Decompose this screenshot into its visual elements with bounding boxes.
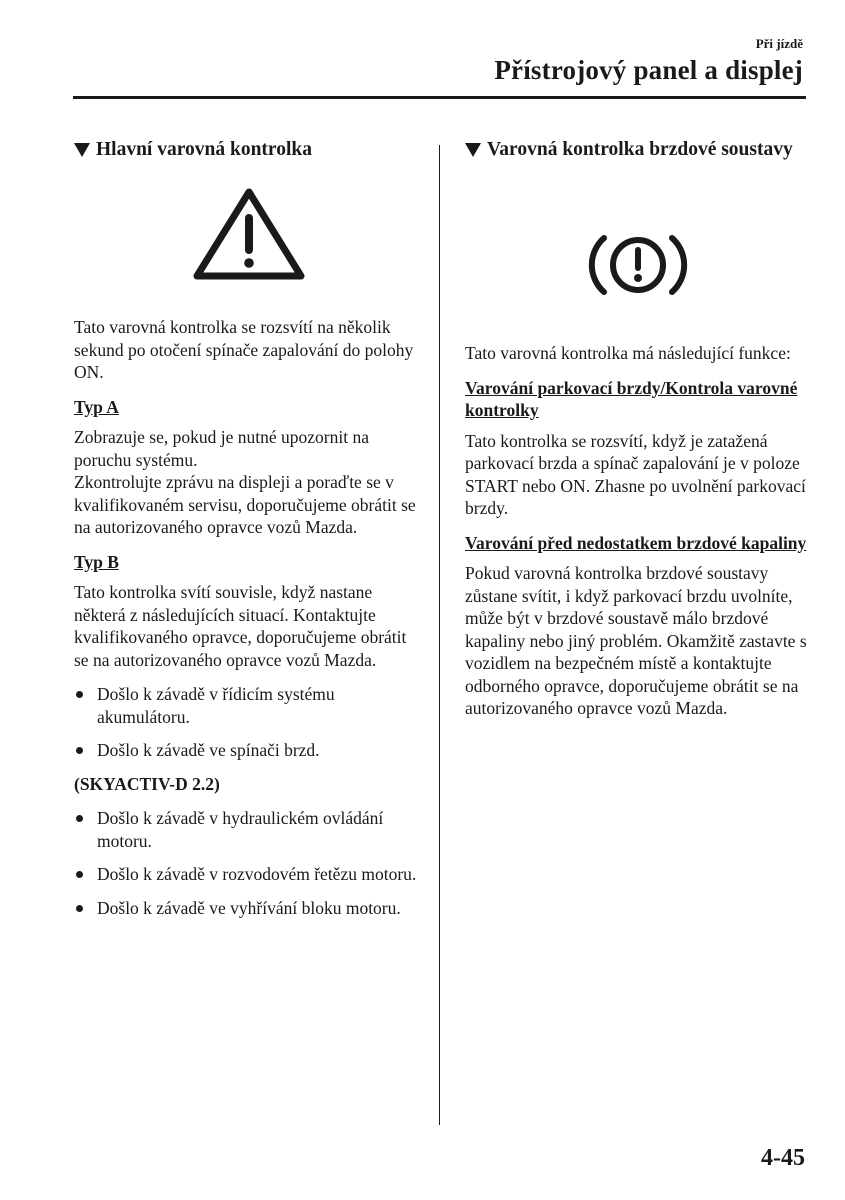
- brake-warning-heading: [465, 138, 810, 162]
- section-triangle-icon: [465, 143, 481, 157]
- typ-a-title: Typ A: [74, 396, 119, 417]
- parking-brake-text: Tato kontrolka se rozsvítí, když je zatažená parkovací brzda a spínač zapalování je v poloze START nebo ON. Zhasne po uvolnění parkovací brzdy.: [465, 430, 806, 518]
- page-number: 4-45: [761, 1145, 805, 1171]
- left-column: [74, 138, 424, 930]
- master-warning-heading-text: Hlavní varovná kontrolka: [96, 139, 312, 160]
- bullet-icon: [76, 691, 83, 698]
- parking-brake-title: Varování parkovací brzdy/Kontrola varovné kontrolky: [465, 377, 798, 420]
- typ-b-list: [74, 683, 424, 762]
- skyactiv-title: (SKYACTIV-D 2.2): [74, 773, 220, 794]
- brake-warning-intro: Tato varovná kontrolka má následující funkce:: [465, 343, 791, 363]
- chapter-title: Přístrojový panel a displej: [494, 55, 803, 85]
- bullet-icon: [76, 905, 83, 912]
- list-item: Došlo k závadě v rozvodovém řetězu motoru.: [74, 863, 424, 886]
- brake-fluid-text: Pokud varovná kontrolka brzdové soustavy zůstane svítit, i když parkovací brzdu uvolníte, může být v brzdové soustavě málo brzdové kapaliny nebo jiný problém. Okamžitě zastavte s vozidlem na bezpečném místě a kontaktujte odborného opravce, doporučujeme obrátit se na autorizovaného opravce vozů Mazda.: [465, 563, 807, 718]
- warning-triangle-icon: [74, 184, 424, 284]
- master-warning-heading: [74, 138, 424, 162]
- header-rule: [73, 96, 806, 99]
- list-item: Došlo k závadě v hydraulickém ovládání motoru.: [74, 807, 424, 852]
- column-divider: [439, 145, 440, 1125]
- list-item: Došlo k závadě v řídicím systému akumulátoru.: [74, 683, 424, 728]
- typ-b-title: Typ B: [74, 551, 119, 572]
- right-column: [465, 138, 810, 732]
- list-item: Došlo k závadě ve vyhřívání bloku motoru.: [74, 897, 424, 920]
- brake-fluid-title: Varování před nedostatkem brzdové kapaliny: [465, 532, 807, 553]
- typ-b-text: Tato kontrolka svítí souvisle, když nastane některá z následujících situací. Kontaktujte kvalifikovaného opravce, doporučujeme obrátit se na autorizovaného opravce vozů Mazda.: [74, 582, 407, 670]
- brake-warning-icon: [465, 230, 810, 300]
- bullet-icon: [76, 871, 83, 878]
- brake-warning-heading-text: Varovná kontrolka brzdové soustavy: [487, 139, 793, 160]
- master-warning-intro: Tato varovná kontrolka se rozsvítí na několik sekund po otočení spínače zapalování do polohy ON.: [74, 317, 414, 382]
- typ-a-text: Zobrazuje se, pokud je nutné upozornit na poruchu systému. Zkontrolujte zprávu na displeji a poraďte se v kvalifikovaném servisu, doporučujeme obrátit se na autorizovaného opravce vozů Mazda.: [74, 427, 416, 537]
- skyactiv-list: [74, 807, 424, 919]
- section-label: Při jízdě: [755, 36, 803, 51]
- bullet-icon: [76, 815, 83, 822]
- bullet-icon: [76, 747, 83, 754]
- section-triangle-icon: [74, 143, 90, 157]
- list-item: Došlo k závadě ve spínači brzd.: [74, 739, 424, 762]
